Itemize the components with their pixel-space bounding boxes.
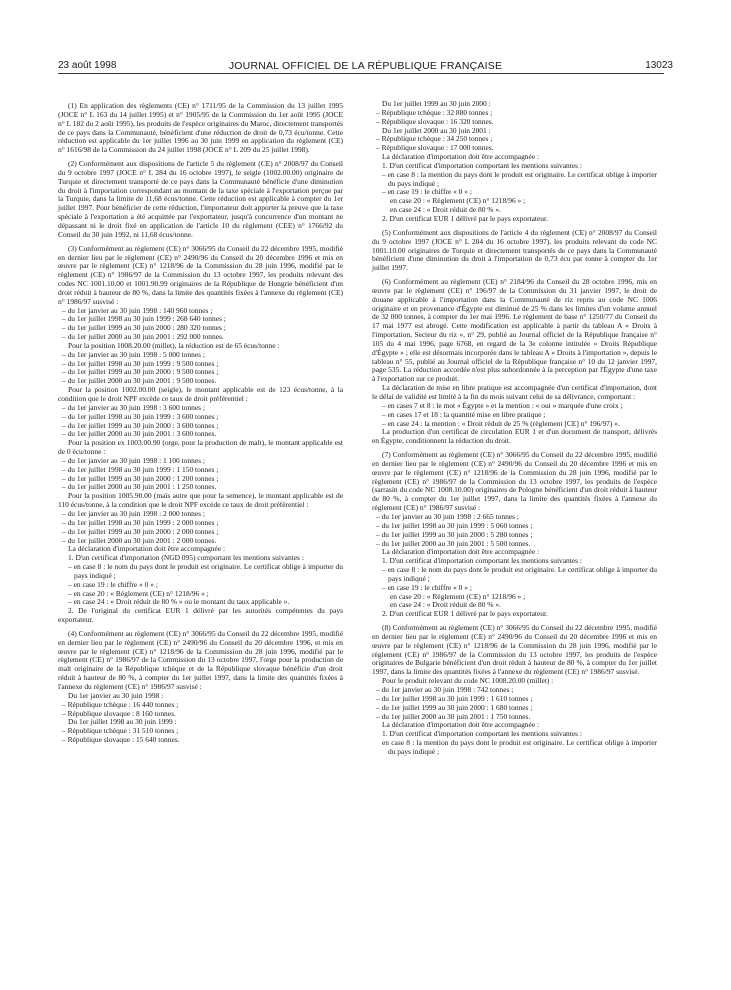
list-item: – du 1er juillet 1998 au 30 juin 1999 : 5 060 tonnes ; xyxy=(376,520,533,530)
list-item: – du 1er janvier au 30 juin 1998 : 742 tonnes ; xyxy=(376,685,514,694)
list-item: – du 1er juillet 2000 au 30 juin 2001 : 1 250 tonnes. xyxy=(62,482,217,492)
list-item: – du 1er juillet 2000 au 30 juin 2001 : 1 750 tonnes. xyxy=(376,711,531,721)
paragraph: La déclaration de mise en libre pratique est accompagnée d'un certificat d'importation, dont le délai de validité est limité à la fin du mois suivant celui de sa délivrance, comportant : xyxy=(372,383,657,401)
paragraph: La déclaration d'importation doit être accompagnée : xyxy=(68,544,226,554)
paragraph: (3) Conformément au règlement (CE) n° 3066/95 du Conseil du 22 décembre 1995, modifié en dernier lieu par le règlement (CE) n° 2490/96 du Conseil du 20 décembre 1996 et mis en œuvre par le règlement (CE) n° 1218/96 de la Commission du 28 juin 1996, modifié par le règlement (CE) n° 1986/97 de la Commission du 13 octobre 1997, les produits relevant des codes NC 1001.10.00 et 1001.90.99 originaires de la République de Hongrie bénéficient d'un droit réduit à hauteur de 80 %, dans la limite des quantités fixées à l'annexe du règlement (CE) n° 1986/97 susvisé : xyxy=(58,243,343,306)
paragraph: Pour la position ex 1003.00.90 (orge, pour la production de malt), le montant applicable est de 0 écu/tonne : xyxy=(58,438,343,457)
header-rule xyxy=(58,73,664,74)
list-item: – du 1er juillet 1999 au 30 juin 2000 : 3 600 tonnes ; xyxy=(62,420,219,430)
paragraph: 2. De l'original du certificat EUR 1 délivré par les autorités compétentes du pays exportateur. xyxy=(58,606,343,625)
list-item: – du 1er janvier au 30 juin 1998 : 1 100 tonnes ; xyxy=(62,455,205,465)
list-item: – du 1er janvier au 30 juin 1998 : 140 960 tonnes ; xyxy=(62,305,213,315)
list-item: – en cases 17 et 18 : la quantité mise en libre pratique ; xyxy=(382,409,546,419)
paragraph: 2. D'un certificat EUR 1 délivré par le pays exportateur. xyxy=(382,213,548,223)
paragraph: Du 1er juillet 1999 au 30 juin 2000 : xyxy=(382,99,491,108)
list-item: – en case 8 : la mention du pays dont le produit est originaire. Le certificat oblige à importer du pays indiqué ; xyxy=(382,169,657,188)
paragraph: 1. D'un certificat d'importation comportant les mentions suivantes : xyxy=(382,160,582,170)
list-item: – en case 8 : le nom du pays dont le produit est originaire. Le certificat oblige à importer du pays indiqué ; xyxy=(68,562,343,580)
list-item: – du 1er juillet 1998 au 30 juin 1999 : 9 500 tonnes ; xyxy=(62,358,219,368)
list-item: – du 1er juillet 1998 au 30 juin 1999 : 3 600 tonnes ; xyxy=(62,411,219,421)
paragraph: (8) Conformément au règlement (CE) n° 3066/95 du Conseil du 22 décembre 1995, modifié en dernier lieu par le règlement (CE) n° 2490/96 du Conseil du 20 décembre 1996 et mis en œuvre par le règlement (CE) n° 1218/96 de la Commission du 28 juin 1996, modifié par le règlement (CE) n° 1986/97 de la Commission du 13 octobre 1997, les produits de l'espèce originaires de Bulgarie bénéficient d'un droit réduit à hauteur de 80 %, à compter du 1er juillet 1997, dans la limite des quantités fixées à l'annexe du règlement (CE) n° 1986/97 susvisé. xyxy=(372,623,657,677)
list-item: – en case 19 : le chiffre « 0 » ; xyxy=(68,579,158,589)
paragraph: (5) Conformément aux dispositions de l'article 4 du règlement (CE) n° 2008/97 du Conseil du 9 octobre 1997 (JOCE n° L 284 du 16 octobre 1997), les produits relevant du code NC 1001.10.00 originaires de Turquie et directement transportés de ce pays dans la Communauté bénéficient d'une diminution du droit à l'importation de 0,73 écu par tonne à compter du 1er juillet 1997. xyxy=(372,227,657,273)
paragraph: La déclaration d'importation doit être accompagnée : xyxy=(382,720,540,730)
list-item: – du 1er juillet 1999 au 30 juin 2000 : 2 000 tonnes ; xyxy=(62,526,219,536)
paragraph: Pour la position 1002.00.00 (seigle), le montant applicable est de 123 écus/tonne, à la condition que le droit NPF excède ce taux de droit préférentiel : xyxy=(58,385,343,403)
paragraph: La production d'un certificat de circulation EUR 1 et d'un document de transport, délivrés en Égypte, conditionnent la réduction du droit. xyxy=(372,427,657,446)
list-item: – du 1er juillet 1999 au 30 juin 2000 : 5 280 tonnes ; xyxy=(376,529,533,539)
paragraph: 2. D'un certificat EUR 1 délivré par le pays exportateur. xyxy=(382,609,548,619)
list-item: – en case 19 : le chiffre « 0 » ; xyxy=(382,582,472,592)
paragraph: (1) En application des règlements (CE) n° 1711/95 de la Commission du 13 juillet 1995 (JOCE n° L 163 du 14 juillet 1995) et n° 1905/95 de la Commission du 1er août 1995 (JOCE n° L 182 du 2 août 1995), les produits de l'espèce originaires du Maroc, directement transportés de ce pays dans la Communauté, bénéficient d'une réduction de droit de 0,73 écu/tonne. Cette réduction est applicable du 1er juillet 1996 au 30 juin 1999 en application du règlement (CE) n° 1616/98 de la Commission du 24 juillet 1998 (JOCE n° L 209 du 25 juillet 1998). xyxy=(58,101,343,155)
list-item: – du 1er janvier au 30 juin 1998 : 2 000 tonnes ; xyxy=(62,508,205,518)
paragraph: (4) Conformément au règlement (CE) n° 3066/95 du Conseil du 22 décembre 1995, modifié en dernier lieu par le règlement (CE) n° 2490/96 du Conseil du 20 décembre 1996, et mis en œuvre par le règlement (CE) n° 1218/96 de la Commission du 28 juin 1996, modifié par le règlement (CE) n° 1986/97 de la Commission du 13 octobre 1997, l'orge pour la production de malt originaire de la République tchèque et de la République slovaque bénéficie d'un droit réduit à hauteur de 80 %, à compter du 1er juillet 1997, dans la limite des quantités fixées à l'annexe du règlement (CE) n° 1986/97 susvisé : xyxy=(58,628,343,691)
paragraph: La déclaration d'importation doit être accompagnée : xyxy=(382,547,540,557)
paragraph: (6) Conformément au règlement (CE) n° 2184/96 du Conseil du 28 octobre 1996, mis en œuvre par le règlement (CE) n° 196/97 de la Commission du 31 janvier 1997, le droit de douane applicable à l'importation dans la Communauté de riz repris au code NC 1006 originaire et en provenance d'Égypte est diminué de 25 % dans les limites d'un volume annuel de 32 000 tonnes, à compter du 1er mai 1996. Le règlement de base n° 1250/77 du Conseil du 17 mai 1977 est abrogé. Cette modification est applicable à partir du tableau A « Droits à l'importation, Secteur du riz », n° 29, publié au Journal officiel de la République française n° 105 du 4 mai 1996, page 6768, en regard de la 3e colonne intitulée « Droits République d'Égypte » ; elle est désormais incorporée dans le tableau A « Droits à l'importation », depuis le tableau n° 55, publié au Journal officiel de la République française n° 10 du 12 janvier 1997, page 535. La réduction accordée n'est plus subordonnée à la perception par l'Égypte d'une taxe à l'exportation sur ce produit. xyxy=(372,277,657,384)
paragraph: 1. D'un certificat d'importation comportant les mentions suivantes : xyxy=(382,556,582,566)
paragraph: Du 1er juillet 2000 au 30 juin 2001 : xyxy=(382,125,491,135)
journal-title: JOURNAL OFFICIEL DE LA RÉPUBLIQUE FRANÇAISE xyxy=(228,60,503,72)
list-item: en case 24 : « Droit réduit de 80 % ». xyxy=(390,600,501,610)
list-item: – République tchèque : 32 880 tonnes ; xyxy=(376,107,493,117)
left-column xyxy=(58,102,343,745)
paragraph: (7) Conformément au règlement (CE) n° 3066/95 du Conseil du 22 décembre 1995, modifié en dernier lieu par le règlement (CE) n° 2490/96 du Conseil du 20 décembre 1996 et mis en œuvre par le règlement (CE) n° 1218/96 de la Commission du 28 juin 1996, modifié par le règlement (CE) n° 1986/97 de la Commission du 13 octobre 1997, les produits de l'espèce (sarrasin du code NC 1008.10.00) originaires de Pologne bénéficient d'un droit réduit à hauteur de 80 %, à compter du 1er juillet 1997, dans la limite des quantités fixées à l'annexe du règlement (CE) n° 1986/97 susvisé : xyxy=(372,450,657,513)
paragraph: Pour la position 1008.20.00 (millet), la réduction est de 65 écus/tonne : xyxy=(68,340,280,350)
list-item: – du 1er juillet 2000 au 30 juin 2001 : 292 000 tonnes. xyxy=(62,332,224,342)
list-item: – en case 20 : « Règlement (CE) n° 1218/96 » ; xyxy=(68,588,209,598)
paragraph: Du 1er juillet 1998 au 30 juin 1999 : xyxy=(68,717,177,727)
paragraph: 1. D'un certificat d'importation comportant les mentions suivantes : xyxy=(382,729,582,739)
list-item: en case 20 : « Règlement (CE) n° 1218/96 » ; xyxy=(390,196,526,206)
list-item: – en case 24 : la mention : « Droit réduit de 25 % (règlement [CE] n° 196/97) ». xyxy=(382,418,620,428)
list-item: – du 1er juillet 1998 au 30 juin 1999 : 1 150 tonnes ; xyxy=(62,464,219,474)
list-item: en case 24 : « Droit réduit de 80 % ». xyxy=(390,205,501,215)
page-header xyxy=(0,0,731,72)
list-item: – en case 8 : le nom du pays dont le produit est originaire. Le certificat oblige à importer du pays indiqué ; xyxy=(382,565,657,583)
page-number: 13023 xyxy=(645,60,673,71)
header-date: 23 août 1998 xyxy=(58,60,117,71)
paragraph: Du 1er janvier au 30 juin 1998 : xyxy=(68,690,164,700)
paragraph: (2) Conformément aux dispositions de l'article 5 du règlement (CE) n° 2008/97 du Conseil du 9 octobre 1997 (JOCE n° L 284 du 16 octobre 1997), le seigle (1002.00.00) originaire de Turquie et directement transporté de ce pays dans la Communauté bénéficie d'une diminution du droit à l'importation correspondant au montant de la taxe spéciale à l'exportation perçue par la Turquie, dans la limite de 11,68 écus/tonne. Cette réduction est applicable à compter du 1er juillet 1997. Pour bénéficier de cette réduction, l'importateur doit apporter la preuve que la taxe spéciale à l'exportation a été acquittée par l'exportateur, jusqu'à concurrence d'un montant ne dépassant ni le droit fixé en application de l'article 10 du règlement (CEE) n° 1766/92 du Conseil du 30 juin 1992, ni 11,68 écus/tonne. xyxy=(58,159,343,239)
list-item: – du 1er juillet 1998 au 30 juin 1999 : 2 000 tonnes ; xyxy=(62,517,219,527)
paragraph: Pour la position 1005.90.00 (maïs autre que pour la semence), le montant applicable est de 110 écus/tonne, à la condition que le droit NPF excède ce taux de droit préférentiel : xyxy=(58,491,343,510)
list-item: – en case 24 : « Droit réduit de 80 % » ou le montant du taux applicable ». xyxy=(68,597,290,607)
list-item: en case 8 : la mention du pays dont le produit est originaire. Le certificat oblige à importer du pays indiqué ; xyxy=(382,738,657,756)
list-item: – du 1er juillet 1999 au 30 juin 2000 : 9 500 tonnes ; xyxy=(62,367,219,377)
list-item: – en case 19 : le chiffre « 0 » ; xyxy=(382,187,472,197)
list-item: – République tchèque : 34 250 tonnes ; xyxy=(376,134,493,144)
list-item: – République slovaque : 15 640 tonnes. xyxy=(62,735,180,745)
list-item: – du 1er juillet 2000 au 30 juin 2001 : 3 600 tonnes. xyxy=(62,429,217,439)
list-item: – du 1er juillet 2000 au 30 juin 2001 : 2 000 tonnes. xyxy=(62,535,217,545)
list-item: – du 1er juillet 2000 au 30 juin 2001 : 5 500 tonnes. xyxy=(376,538,531,548)
paragraph: La déclaration d'importation doit être accompagnée : xyxy=(382,152,540,162)
list-item: – du 1er juillet 1999 au 30 juin 2000 : 1 680 tonnes ; xyxy=(376,702,533,712)
list-item: – en cases 7 et 8 : le mot « Égypte » et la mention : « oui » marquée d'une croix ; xyxy=(382,400,623,410)
list-item: – République slovaque : 16 320 tonnes. xyxy=(376,116,494,126)
list-item: – du 1er janvier au 30 juin 1998 : 3 600 tonnes ; xyxy=(62,402,205,412)
list-item: – du 1er juillet 1999 au 30 juin 2000 : 1 200 tonnes ; xyxy=(62,473,219,483)
list-item: – du 1er juillet 1999 au 30 juin 2000 : 280 320 tonnes ; xyxy=(62,323,226,333)
list-item: en case 20 : « Règlement (CE) n° 1218/96 » ; xyxy=(390,591,526,601)
list-item: – du 1er juillet 2000 au 30 juin 2001 : 9 500 tonnes. xyxy=(62,376,217,386)
list-item: – République slovaque : 17 000 tonnes. xyxy=(376,143,494,153)
right-column xyxy=(372,100,657,757)
list-item: – République tchèque : 31 510 tonnes ; xyxy=(62,726,179,736)
list-item: – République tchèque : 16 440 tonnes ; xyxy=(62,699,179,709)
list-item: – du 1er janvier au 30 juin 1998 : 5 000 tonnes ; xyxy=(62,349,205,359)
list-item: – du 1er juillet 1998 au 30 juin 1999 : 268 640 tonnes ; xyxy=(62,314,226,324)
list-item: – du 1er janvier au 30 juin 1998 : 2 665 tonnes ; xyxy=(376,511,519,521)
list-item: – République slovaque : 8 160 tonnes. xyxy=(62,708,176,718)
list-item: – du 1er juillet 1998 au 30 juin 1999 : 1 610 tonnes ; xyxy=(376,693,533,703)
paragraph: Pour le produit relevant du code NC 1008.20.00 (millet) : xyxy=(382,676,554,686)
paragraph: 1. D'un certificat d'importation (NGD 095) comportant les mentions suivantes : xyxy=(68,553,304,563)
